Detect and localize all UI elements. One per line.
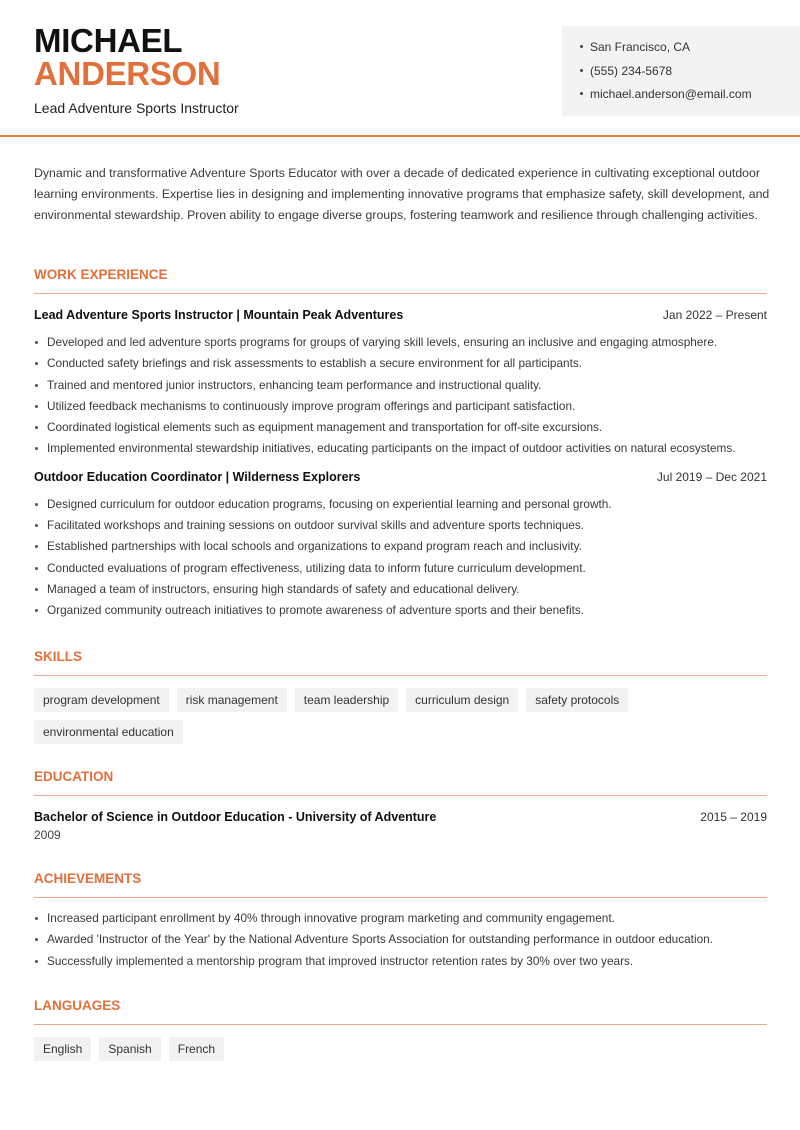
section-title: SKILLS <box>34 646 767 676</box>
list-item: Successfully implemented a mentorship program that improved instructor retention rates by 30% over two years. <box>34 951 767 972</box>
language-tag: French <box>169 1037 224 1061</box>
job-dates: Jul 2019 – Dec 2021 <box>656 469 767 484</box>
list-item: Trained and mentored junior instructors, enhancing team performance and instructional quality. <box>34 375 767 396</box>
languages-section <box>34 995 767 1061</box>
list-item: Conducted evaluations of program effectiveness, utilizing data to inform future curriculum development. <box>34 558 767 579</box>
list-item: Conducted safety briefings and risk assessments to establish a secure environment for all participants. <box>34 353 767 374</box>
job-entry <box>34 470 767 622</box>
achievement-bullets <box>34 908 767 972</box>
section-title: LANGUAGES <box>34 995 767 1025</box>
section-title: ACHIEVEMENTS <box>34 868 767 898</box>
list-item: Utilized feedback mechanisms to continuously improve program offerings and participant satisfaction. <box>34 396 767 417</box>
list-item: Implemented environmental stewardship initiatives, educating participants on the impact of outdoor activities on natural ecosystems. <box>34 438 767 459</box>
list-item: Coordinated logistical elements such as equipment management and transportation for off-site excursions. <box>34 417 767 438</box>
job-entry <box>34 308 767 460</box>
language-tag: Spanish <box>99 1037 160 1061</box>
section-title: WORK EXPERIENCE <box>34 264 767 294</box>
education-section <box>34 766 767 842</box>
language-tags <box>34 1037 767 1061</box>
contact-email[interactable]: michael.anderson@email.com <box>580 85 800 109</box>
list-item: Managed a team of instructors, ensuring high standards of safety and educational delivery. <box>34 579 767 600</box>
first-name: MICHAEL <box>34 22 183 59</box>
skills-section <box>34 646 767 744</box>
skill-tag: safety protocols <box>526 688 628 712</box>
language-tag: English <box>34 1037 91 1061</box>
job-title: Outdoor Education Coordinator | Wilderness Explorers <box>34 469 361 484</box>
skill-tag: team leadership <box>295 688 398 712</box>
list-item: Organized community outreach initiatives to promote awareness of adventure sports and their benefits. <box>34 600 767 621</box>
job-title: Lead Adventure Sports Instructor | Mountain Peak Adventures <box>34 308 404 322</box>
resume-header <box>0 0 800 137</box>
candidate-name <box>34 24 220 90</box>
graduation-year: 2009 <box>34 828 61 842</box>
job-role: Lead Adventure Sports Instructor <box>34 100 239 116</box>
list-item: Developed and led adventure sports programs for groups of varying skill levels, ensuring an inclusive and engaging atmosphere. <box>34 332 767 353</box>
profile-summary: Dynamic and transformative Adventure Sports Educator with over a decade of dedicated experience in cultivating exceptional outdoor learning environments. Expertise lies in designing and implementing innovative programs that emphasize safety, skill development, and environmental stewardship. Proven ability to engage diverse groups, fostering teamwork and resilience through challenging activities. <box>34 166 770 222</box>
contact-phone: (555) 234-5678 <box>580 62 800 86</box>
degree: Bachelor of Science in Outdoor Education - University of Adventure <box>34 810 437 824</box>
job-bullets <box>34 494 767 622</box>
education-years: 2015 – 2019 <box>700 810 767 824</box>
skill-tag: curriculum design <box>406 688 518 712</box>
skill-tag: risk management <box>177 688 287 712</box>
section-title: EDUCATION <box>34 766 767 796</box>
work-experience-section <box>34 264 767 622</box>
list-item: Facilitated workshops and training sessions on outdoor survival skills and adventure sports techniques. <box>34 515 767 536</box>
skills-tags <box>34 688 767 744</box>
job-bullets <box>34 332 767 460</box>
list-item: Increased participant enrollment by 40% through innovative program marketing and community engagement. <box>34 908 767 929</box>
skill-tag: program development <box>34 688 169 712</box>
list-item: Designed curriculum for outdoor education programs, focusing on experiential learning and personal growth. <box>34 494 767 515</box>
contact-box <box>562 26 800 116</box>
achievements-section <box>34 868 767 972</box>
last-name: ANDERSON <box>34 55 221 92</box>
list-item: Established partnerships with local schools and organizations to expand program reach and inclusivity. <box>34 536 767 557</box>
list-item: Awarded 'Instructor of the Year' by the National Adventure Sports Association for outstanding performance in outdoor education. <box>34 929 767 950</box>
skill-tag: environmental education <box>34 720 183 744</box>
job-dates: Jan 2022 – Present <box>662 308 767 322</box>
contact-location: San Francisco, CA <box>580 38 800 62</box>
